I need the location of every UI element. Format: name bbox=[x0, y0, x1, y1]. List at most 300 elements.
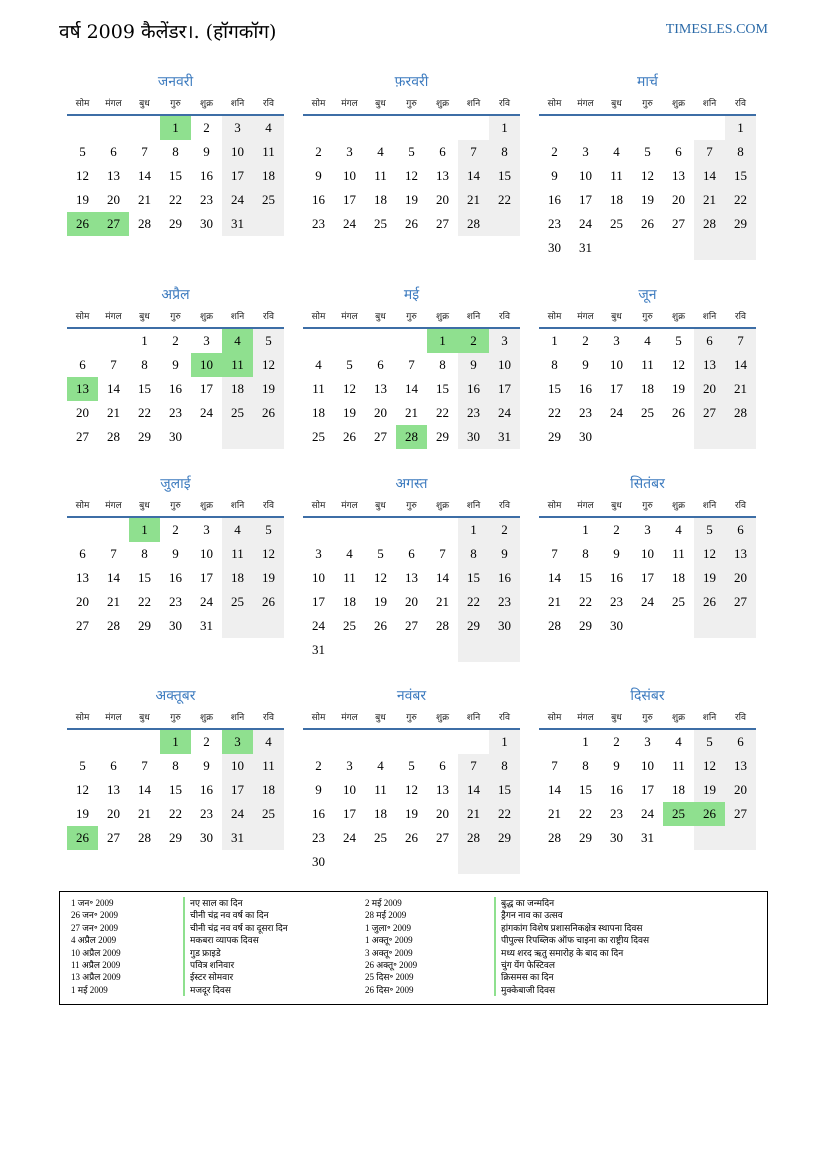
day-cell: 29 bbox=[725, 212, 756, 236]
day-cell: 2 bbox=[172, 522, 179, 537]
day-cell: 4 bbox=[377, 144, 384, 159]
empty-day-cell bbox=[253, 425, 284, 449]
day-cell: 11 bbox=[374, 782, 387, 797]
day-cell: 11 bbox=[641, 357, 654, 372]
weekday-label: गुरु bbox=[642, 99, 653, 109]
week-row bbox=[67, 826, 284, 850]
day-cell: 10 bbox=[222, 140, 253, 164]
day-cell: 27 bbox=[436, 216, 449, 231]
day-cell: 5 bbox=[377, 546, 384, 561]
day-cell: 29 bbox=[169, 830, 182, 845]
day-cell: 3 bbox=[582, 144, 589, 159]
week-row bbox=[67, 353, 284, 377]
day-cell: 19 bbox=[253, 377, 284, 401]
weekday-label: रवि bbox=[498, 312, 511, 322]
holiday-name: मजदूर दिवस bbox=[183, 984, 231, 996]
day-cell: 5 bbox=[694, 730, 725, 754]
empty-day-cell bbox=[396, 329, 427, 353]
day-cell: 13 bbox=[725, 542, 756, 566]
day-cell: 22 bbox=[458, 590, 489, 614]
day-cell: 30 bbox=[579, 429, 592, 444]
day-cell: 2 bbox=[613, 522, 620, 537]
day-cell: 23 bbox=[200, 806, 213, 821]
day-cell: 8 bbox=[489, 754, 520, 778]
day-cell: 1 bbox=[725, 116, 756, 140]
empty-day-cell bbox=[303, 329, 334, 353]
week-row bbox=[67, 614, 284, 638]
empty-day-cell bbox=[365, 850, 396, 874]
week-row bbox=[303, 140, 520, 164]
month-block bbox=[539, 70, 756, 260]
day-cell: 15 bbox=[436, 381, 449, 396]
day-cell: 26 bbox=[374, 618, 387, 633]
month-block bbox=[303, 684, 520, 874]
day-cell: 24 bbox=[312, 618, 325, 633]
day-cell: 21 bbox=[458, 802, 489, 826]
day-cell: 5 bbox=[644, 144, 651, 159]
day-cell: 14 bbox=[458, 778, 489, 802]
day-cell: 29 bbox=[138, 429, 151, 444]
day-cell: 4 bbox=[675, 522, 682, 537]
day-cell: 13 bbox=[76, 570, 89, 585]
day-cell: 29 bbox=[579, 618, 592, 633]
day-cell: 16 bbox=[489, 566, 520, 590]
day-cell: 9 bbox=[458, 353, 489, 377]
empty-day-cell bbox=[489, 212, 520, 236]
day-cell: 15 bbox=[579, 782, 592, 797]
day-cell: 22 bbox=[138, 405, 151, 420]
day-cell: 17 bbox=[343, 192, 356, 207]
day-cell: 25 bbox=[374, 830, 387, 845]
day-cell: 25 bbox=[312, 429, 325, 444]
day-cell: 15 bbox=[169, 168, 182, 183]
month-name: जनवरी bbox=[157, 74, 194, 90]
weekday-label: रवि bbox=[734, 713, 747, 723]
day-cell: 23 bbox=[312, 830, 325, 845]
weekday-header bbox=[539, 307, 756, 329]
day-cell: 26 bbox=[405, 830, 418, 845]
week-row bbox=[303, 329, 520, 353]
day-cell: 6 bbox=[110, 144, 117, 159]
holiday-date: 25 दिस॰ 2009 bbox=[365, 972, 414, 983]
day-cell: 8 bbox=[141, 357, 148, 372]
day-cell: 15 bbox=[138, 570, 151, 585]
empty-day-cell bbox=[98, 329, 129, 353]
day-cell: 3 bbox=[315, 546, 322, 561]
day-cell: 8 bbox=[439, 357, 446, 372]
empty-day-cell bbox=[663, 425, 694, 449]
day-cell: 30 bbox=[458, 425, 489, 449]
day-cell: 16 bbox=[200, 168, 213, 183]
day-cell: 6 bbox=[675, 144, 682, 159]
day-cell: 1 bbox=[582, 522, 589, 537]
weekday-label: सोम bbox=[75, 99, 90, 109]
day-cell: 20 bbox=[76, 594, 89, 609]
empty-day-cell bbox=[601, 116, 632, 140]
week-row bbox=[539, 212, 756, 236]
day-cell: 21 bbox=[436, 594, 449, 609]
empty-day-cell bbox=[632, 425, 663, 449]
week-row bbox=[67, 188, 284, 212]
weekday-label: शनि bbox=[230, 501, 245, 511]
day-cell: 28 bbox=[458, 212, 489, 236]
day-cell: 19 bbox=[253, 566, 284, 590]
day-cell: 10 bbox=[641, 758, 654, 773]
day-cell: 18 bbox=[374, 192, 387, 207]
day-cell: 14 bbox=[107, 570, 120, 585]
day-cell: 1 bbox=[582, 734, 589, 749]
empty-day-cell bbox=[427, 638, 458, 662]
empty-day-cell bbox=[67, 116, 98, 140]
day-cell: 15 bbox=[579, 570, 592, 585]
weekday-label: सोम bbox=[311, 312, 326, 322]
week-row bbox=[67, 329, 284, 353]
day-cell: 26 bbox=[641, 216, 654, 231]
empty-day-cell bbox=[222, 614, 253, 638]
holiday-day-cell: 25 bbox=[663, 802, 694, 826]
day-cell: 12 bbox=[694, 754, 725, 778]
day-cell: 20 bbox=[672, 192, 685, 207]
holiday-name: बुद्ध का जन्मदिन bbox=[494, 897, 554, 909]
weekday-label: रवि bbox=[734, 99, 747, 109]
day-cell: 21 bbox=[725, 377, 756, 401]
day-cell: 27 bbox=[76, 429, 89, 444]
day-cell: 18 bbox=[641, 381, 654, 396]
day-cell: 29 bbox=[169, 216, 182, 231]
day-cell: 20 bbox=[725, 778, 756, 802]
month-block bbox=[303, 70, 520, 236]
day-cell: 3 bbox=[346, 144, 353, 159]
weekday-label: गुरु bbox=[642, 713, 653, 723]
day-cell: 26 bbox=[405, 216, 418, 231]
holiday-day-cell: 2 bbox=[458, 329, 489, 353]
day-cell: 16 bbox=[312, 806, 325, 821]
day-cell: 30 bbox=[200, 216, 213, 231]
week-row bbox=[67, 425, 284, 449]
day-cell: 10 bbox=[610, 357, 623, 372]
day-cell: 19 bbox=[76, 192, 89, 207]
empty-day-cell bbox=[253, 614, 284, 638]
day-cell: 22 bbox=[579, 806, 592, 821]
page-title: वर्ष 2009 कैलेंडर।. (हॉगकॉग) bbox=[59, 21, 277, 43]
empty-day-cell bbox=[427, 730, 458, 754]
day-cell: 9 bbox=[172, 546, 179, 561]
weekday-label: रवि bbox=[262, 501, 275, 511]
empty-day-cell bbox=[98, 518, 129, 542]
day-cell: 17 bbox=[579, 192, 592, 207]
weekday-label: शुक्र bbox=[435, 99, 450, 109]
week-row bbox=[539, 566, 756, 590]
day-cell: 18 bbox=[253, 164, 284, 188]
day-cell: 2 bbox=[203, 734, 210, 749]
week-row bbox=[303, 638, 520, 662]
weekday-label: सोम bbox=[547, 99, 562, 109]
weekday-label: बुध bbox=[139, 501, 150, 511]
empty-day-cell bbox=[663, 236, 694, 260]
day-cell: 12 bbox=[694, 542, 725, 566]
weekday-header bbox=[539, 496, 756, 518]
day-cell: 2 bbox=[551, 144, 558, 159]
weekday-label: गुरु bbox=[406, 501, 417, 511]
day-cell: 5 bbox=[253, 518, 284, 542]
day-cell: 23 bbox=[489, 590, 520, 614]
weekday-label: गुरु bbox=[406, 312, 417, 322]
weekday-label: मंगल bbox=[341, 713, 358, 723]
week-row bbox=[67, 730, 284, 754]
day-cell: 6 bbox=[694, 329, 725, 353]
day-cell: 22 bbox=[579, 594, 592, 609]
empty-day-cell bbox=[334, 116, 365, 140]
day-cell: 24 bbox=[200, 405, 213, 420]
weekday-label: मंगल bbox=[341, 312, 358, 322]
weekday-label: शुक्र bbox=[199, 713, 214, 723]
day-cell: 14 bbox=[138, 782, 151, 797]
day-cell: 14 bbox=[694, 164, 725, 188]
day-cell: 31 bbox=[222, 826, 253, 850]
week-row bbox=[67, 566, 284, 590]
week-row bbox=[539, 164, 756, 188]
month-name: फ़रवरी bbox=[394, 74, 429, 90]
weekday-label: मंगल bbox=[577, 713, 594, 723]
day-cell: 22 bbox=[489, 188, 520, 212]
day-cell: 16 bbox=[548, 192, 561, 207]
day-cell: 25 bbox=[253, 802, 284, 826]
day-cell: 31 bbox=[200, 618, 213, 633]
day-cell: 13 bbox=[694, 353, 725, 377]
day-cell: 2 bbox=[203, 120, 210, 135]
week-row bbox=[539, 826, 756, 850]
weekday-label: मंगल bbox=[577, 312, 594, 322]
day-cell: 21 bbox=[138, 192, 151, 207]
holiday-date: 26 जन॰ 2009 bbox=[71, 910, 119, 921]
day-cell: 11 bbox=[312, 381, 325, 396]
day-cell: 11 bbox=[610, 168, 623, 183]
day-cell: 31 bbox=[489, 425, 520, 449]
day-cell: 3 bbox=[613, 333, 620, 348]
site-link[interactable]: TIMESLES.COM bbox=[665, 22, 768, 37]
day-cell: 18 bbox=[222, 566, 253, 590]
day-cell: 21 bbox=[107, 405, 120, 420]
day-cell: 1 bbox=[551, 333, 558, 348]
weekday-label: सोम bbox=[75, 501, 90, 511]
month-block bbox=[303, 472, 520, 662]
day-cell: 6 bbox=[725, 730, 756, 754]
day-cell: 31 bbox=[641, 830, 654, 845]
day-cell: 3 bbox=[203, 333, 210, 348]
day-cell: 26 bbox=[253, 590, 284, 614]
empty-day-cell bbox=[694, 826, 725, 850]
empty-day-cell bbox=[129, 730, 160, 754]
holiday-day-cell: 11 bbox=[222, 353, 253, 377]
holiday-name: ड्रैगन नाव का उत्सव bbox=[494, 909, 563, 921]
weekday-label: शनि bbox=[702, 312, 717, 322]
weekday-label: सोम bbox=[311, 713, 326, 723]
day-cell: 30 bbox=[312, 854, 325, 869]
empty-day-cell bbox=[725, 826, 756, 850]
day-cell: 16 bbox=[312, 192, 325, 207]
month-block bbox=[303, 283, 520, 449]
day-cell: 19 bbox=[76, 806, 89, 821]
empty-day-cell bbox=[365, 329, 396, 353]
week-row bbox=[303, 566, 520, 590]
weekday-label: शुक्र bbox=[671, 99, 686, 109]
empty-day-cell bbox=[303, 730, 334, 754]
holiday-day-cell: 10 bbox=[191, 353, 222, 377]
day-cell: 28 bbox=[107, 618, 120, 633]
week-row bbox=[539, 236, 756, 260]
day-cell: 18 bbox=[343, 594, 356, 609]
day-cell: 27 bbox=[694, 401, 725, 425]
holiday-name: नए साल का दिन bbox=[183, 897, 243, 909]
holiday-day-cell: 3 bbox=[222, 730, 253, 754]
day-cell: 19 bbox=[374, 594, 387, 609]
week-row bbox=[303, 401, 520, 425]
day-cell: 10 bbox=[641, 546, 654, 561]
month-name: अगस्त bbox=[395, 476, 428, 492]
weekday-label: शनि bbox=[702, 713, 717, 723]
week-row bbox=[303, 614, 520, 638]
week-row bbox=[539, 754, 756, 778]
day-cell: 30 bbox=[169, 429, 182, 444]
weekday-label: शुक्र bbox=[435, 713, 450, 723]
empty-day-cell bbox=[632, 614, 663, 638]
empty-day-cell bbox=[632, 116, 663, 140]
day-cell: 27 bbox=[672, 216, 685, 231]
day-cell: 20 bbox=[107, 192, 120, 207]
day-cell: 15 bbox=[548, 381, 561, 396]
day-cell: 28 bbox=[138, 830, 151, 845]
day-cell: 17 bbox=[343, 806, 356, 821]
day-cell: 20 bbox=[107, 806, 120, 821]
day-cell: 25 bbox=[610, 216, 623, 231]
day-cell: 14 bbox=[107, 381, 120, 396]
empty-day-cell bbox=[427, 116, 458, 140]
holiday-day-cell: 1 bbox=[160, 116, 191, 140]
week-row bbox=[303, 826, 520, 850]
weekday-label: सोम bbox=[311, 99, 326, 109]
empty-day-cell bbox=[663, 826, 694, 850]
day-cell: 12 bbox=[253, 353, 284, 377]
day-cell: 10 bbox=[343, 782, 356, 797]
day-cell: 27 bbox=[107, 830, 120, 845]
day-cell: 2 bbox=[172, 333, 179, 348]
day-cell: 23 bbox=[169, 594, 182, 609]
month-block bbox=[67, 283, 284, 449]
week-row bbox=[303, 850, 520, 874]
week-row bbox=[539, 140, 756, 164]
day-cell: 9 bbox=[315, 782, 322, 797]
weekday-label: सोम bbox=[75, 312, 90, 322]
day-cell: 4 bbox=[346, 546, 353, 561]
day-cell: 6 bbox=[439, 758, 446, 773]
day-cell: 16 bbox=[610, 570, 623, 585]
holiday-name: मुक्केबाजी दिवस bbox=[494, 984, 555, 996]
day-cell: 18 bbox=[222, 377, 253, 401]
day-cell: 7 bbox=[110, 357, 117, 372]
day-cell: 23 bbox=[579, 405, 592, 420]
weekday-label: बुध bbox=[611, 501, 622, 511]
day-cell: 24 bbox=[489, 401, 520, 425]
week-row bbox=[539, 329, 756, 353]
weekday-label: रवि bbox=[734, 501, 747, 511]
day-cell: 14 bbox=[548, 570, 561, 585]
empty-day-cell bbox=[427, 518, 458, 542]
day-cell: 17 bbox=[641, 570, 654, 585]
weekday-label: गुरु bbox=[170, 713, 181, 723]
day-cell: 19 bbox=[694, 566, 725, 590]
day-cell: 22 bbox=[489, 802, 520, 826]
day-cell: 8 bbox=[141, 546, 148, 561]
week-row bbox=[539, 542, 756, 566]
day-cell: 5 bbox=[675, 333, 682, 348]
day-cell: 18 bbox=[253, 778, 284, 802]
empty-day-cell bbox=[334, 638, 365, 662]
day-cell: 19 bbox=[405, 806, 418, 821]
day-cell: 4 bbox=[315, 357, 322, 372]
day-cell: 27 bbox=[725, 590, 756, 614]
empty-day-cell bbox=[396, 638, 427, 662]
day-cell: 11 bbox=[672, 758, 685, 773]
weekday-label: मंगल bbox=[341, 501, 358, 511]
day-cell: 24 bbox=[343, 216, 356, 231]
week-row bbox=[303, 754, 520, 778]
week-row bbox=[303, 353, 520, 377]
day-cell: 15 bbox=[458, 566, 489, 590]
day-cell: 18 bbox=[610, 192, 623, 207]
week-row bbox=[539, 116, 756, 140]
week-row bbox=[67, 590, 284, 614]
day-cell: 30 bbox=[610, 830, 623, 845]
day-cell: 18 bbox=[672, 782, 685, 797]
day-cell: 19 bbox=[694, 778, 725, 802]
day-cell: 28 bbox=[694, 212, 725, 236]
day-cell: 7 bbox=[551, 758, 558, 773]
day-cell: 20 bbox=[76, 405, 89, 420]
day-cell: 23 bbox=[610, 806, 623, 821]
weekday-label: रवि bbox=[498, 99, 511, 109]
day-cell: 10 bbox=[200, 546, 213, 561]
week-row bbox=[539, 802, 756, 826]
day-cell: 23 bbox=[458, 401, 489, 425]
day-cell: 25 bbox=[222, 401, 253, 425]
weekday-header bbox=[303, 307, 520, 329]
weekday-label: बुध bbox=[375, 312, 386, 322]
day-cell: 8 bbox=[458, 542, 489, 566]
day-cell: 23 bbox=[548, 216, 561, 231]
day-cell: 16 bbox=[200, 782, 213, 797]
weekday-label: गुरु bbox=[170, 501, 181, 511]
weekday-label: शनि bbox=[466, 501, 481, 511]
weekday-label: शुक्र bbox=[671, 312, 686, 322]
day-cell: 20 bbox=[725, 566, 756, 590]
day-cell: 6 bbox=[439, 144, 446, 159]
weekday-header bbox=[539, 94, 756, 116]
week-row bbox=[67, 140, 284, 164]
day-cell: 7 bbox=[458, 140, 489, 164]
day-cell: 27 bbox=[725, 802, 756, 826]
day-cell: 2 bbox=[489, 518, 520, 542]
empty-day-cell bbox=[253, 212, 284, 236]
day-cell: 13 bbox=[672, 168, 685, 183]
month-block bbox=[539, 684, 756, 850]
day-cell: 9 bbox=[582, 357, 589, 372]
day-cell: 12 bbox=[405, 168, 418, 183]
weekday-label: शनि bbox=[466, 99, 481, 109]
day-cell: 13 bbox=[405, 570, 418, 585]
day-cell: 11 bbox=[253, 140, 284, 164]
holiday-name: चीनी चंद्र नव वर्ष का दिन bbox=[183, 909, 269, 921]
day-cell: 3 bbox=[346, 758, 353, 773]
